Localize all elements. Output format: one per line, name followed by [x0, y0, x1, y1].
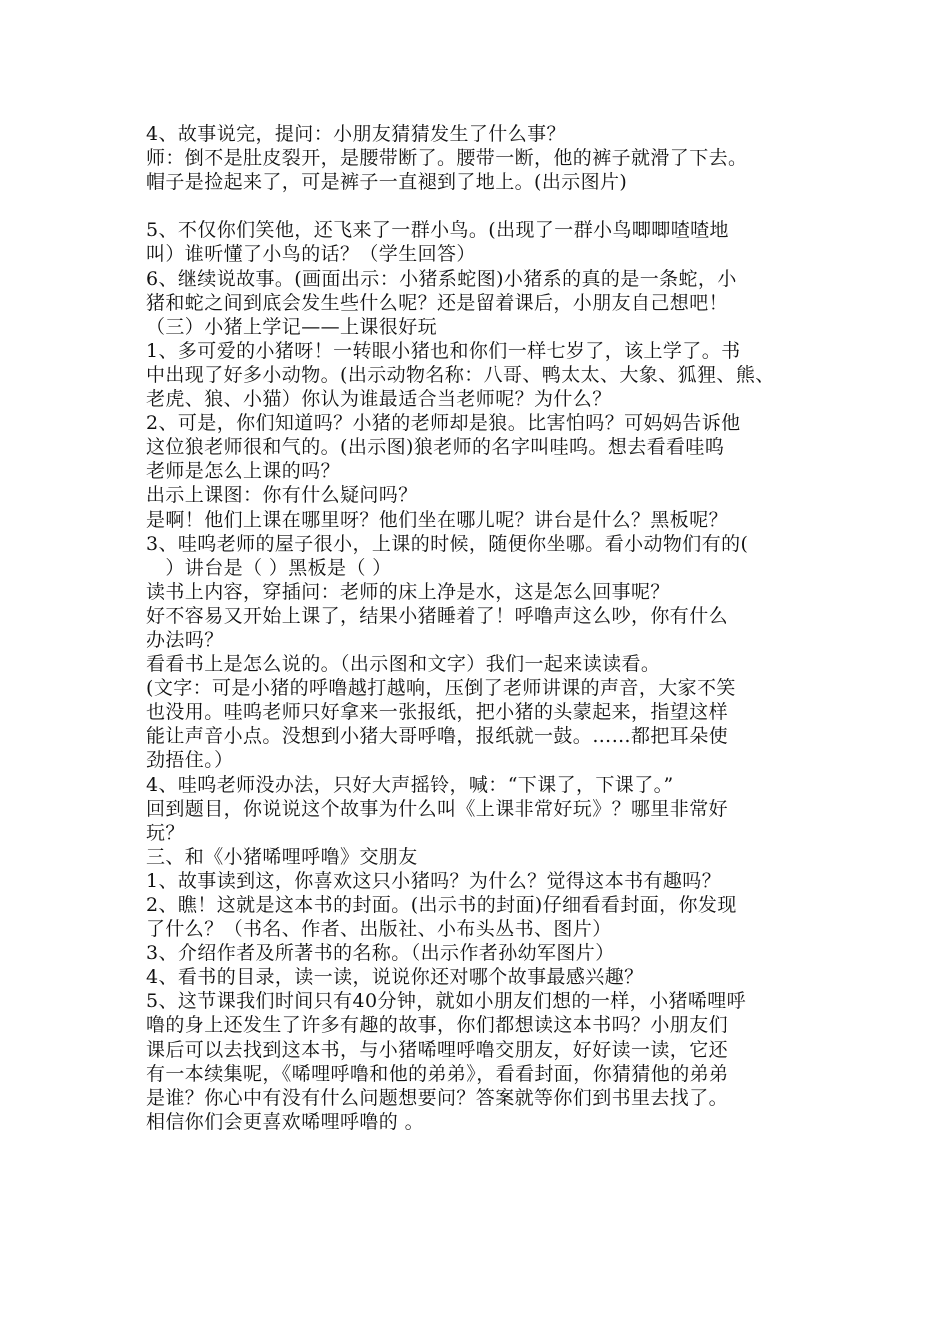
- text-line: 4、看书的目录，读一读，说说你还对哪个故事最感兴趣？: [146, 966, 644, 989]
- text-line: 叫）谁听懂了小鸟的话？（学生回答）: [146, 243, 476, 266]
- text-line: 3、介绍作者及所著书的名称。（出示作者孙幼军图片）: [146, 942, 615, 965]
- text-line: 也没用。哇呜老师只好拿来一张报纸，把小猪的头蒙起来，指望这样: [146, 701, 729, 724]
- text-line: 5、不仅你们笑他，还飞来了一群小鸟。(出现了一群小鸟唧唧喳喳地: [146, 219, 729, 242]
- text-line: 了什么？（书名、作者、出版社、小布头丛书、图片）: [146, 918, 612, 941]
- text-line: 劲捂住。）: [146, 749, 234, 772]
- text-line: 是啊！他们上课在哪里呀？他们坐在哪儿呢？讲台是什么？黑板呢？: [146, 508, 729, 531]
- text-line: 2、可是，你们知道吗？小猪的老师却是狼。比害怕吗？可妈妈告诉他: [146, 412, 741, 435]
- text-line: 好不容易又开始上课了，结果小猪睡着了！呼噜声这么吵，你有什么: [146, 604, 729, 627]
- text-line: 1、多可爱的小猪呀！一转眼小猪也和你们一样七岁了，该上学了。书: [146, 339, 741, 362]
- section-heading: 三、和《小猪唏哩呼噜》交朋友: [146, 845, 418, 868]
- text-line: 看看书上是怎么说的。（出示图和文字）我们一起来读读看。: [146, 653, 661, 676]
- text-line: 能让声音小点。没想到小猪大哥呼噜，报纸就一鼓。……都把耳朵使: [146, 725, 729, 748]
- text-line: 2、瞧！这就是这本书的封面。(出示书的封面)仔细看看封面，你发现: [146, 894, 737, 916]
- text-line: 读书上内容，穿插问：老师的床上净是水，这是怎么回事呢？: [146, 580, 670, 603]
- text-line: 猪和蛇之间到底会发生些什么呢？还是留着课后，小朋友自己想吧！: [146, 291, 729, 314]
- text-line: 相信你们会更喜欢唏哩呼噜的 。: [146, 1110, 425, 1133]
- text-line: 4、故事说完，提问：小朋友猜猜发生了什么事？: [146, 123, 566, 145]
- text-line: 这位狼老师很和气的。(出示图)狼老师的名字叫哇呜。想去看看哇呜: [146, 436, 725, 459]
- blank-line: [146, 194, 816, 218]
- text-line: ）讲台是（ ）黑板是（ ）: [146, 556, 392, 579]
- text-line: 有一本续集呢，《唏哩呼噜和他的弟弟》，看看封面，你猜猜他的弟弟: [146, 1062, 729, 1085]
- text-line: 1、故事读到这，你喜欢这只小猪吗？为什么？觉得这本书有趣吗？: [146, 869, 722, 892]
- text-line: 5、这节课我们时间只有40分钟，就如小朋友们想的一样，小猪唏哩呼: [146, 990, 747, 1013]
- text-line: 出示上课图：你有什么疑问吗？: [146, 484, 418, 507]
- text-line: 老师是怎么上课的吗？: [146, 460, 341, 483]
- text-line: 3、哇呜老师的屋子很小，上课的时候，随便你坐哪。看小动物们有的(: [146, 532, 749, 555]
- text-line: 是谁？你心中有没有什么问题想要问？答案就等你们到书里去找了。: [146, 1086, 729, 1109]
- text-line: 帽子是捡起来了，可是裤子一直褪到了地上。(出示图片): [146, 171, 628, 194]
- text-line: (文字：可是小猪的呼噜越打越响，压倒了老师讲课的声音，大家不笑: [146, 677, 736, 700]
- text-line: 师：倒不是肚皮裂开，是腰带断了。腰带一断，他的裤子就滑了下去。: [146, 147, 748, 170]
- section-heading: （三）小猪上学记——上课很好玩: [146, 315, 438, 338]
- text-line: 回到题目，你说说这个故事为什么叫《上课非常好玩》？哪里非常好: [146, 797, 729, 820]
- text-line: 课后可以去找到这本书，与小猪唏哩呼噜交朋友，好好读一读，它还: [146, 1038, 729, 1061]
- text-line: 4、哇呜老师没办法，只好大声摇铃，喊：“下课了，下课了。”: [146, 773, 674, 796]
- text-line: 6、继续说故事。(画面出示：小猪系蛇图)小猪系的真的是一条蛇，小: [146, 267, 737, 290]
- text-line: 中出现了好多小动物。(出示动物名称：八哥、鸭太太、大象、狐狸、熊、: [146, 363, 775, 386]
- text-line: 噜的身上还发生了许多有趣的故事，你们都想读这本书吗？小朋友们: [146, 1014, 729, 1037]
- document-body: [146, 122, 816, 1134]
- text-line: 玩？: [146, 821, 185, 844]
- text-line: 老虎、狼、小猫）你认为谁最适合当老师呢？为什么？: [146, 388, 612, 411]
- text-line: 办法吗？: [146, 628, 224, 651]
